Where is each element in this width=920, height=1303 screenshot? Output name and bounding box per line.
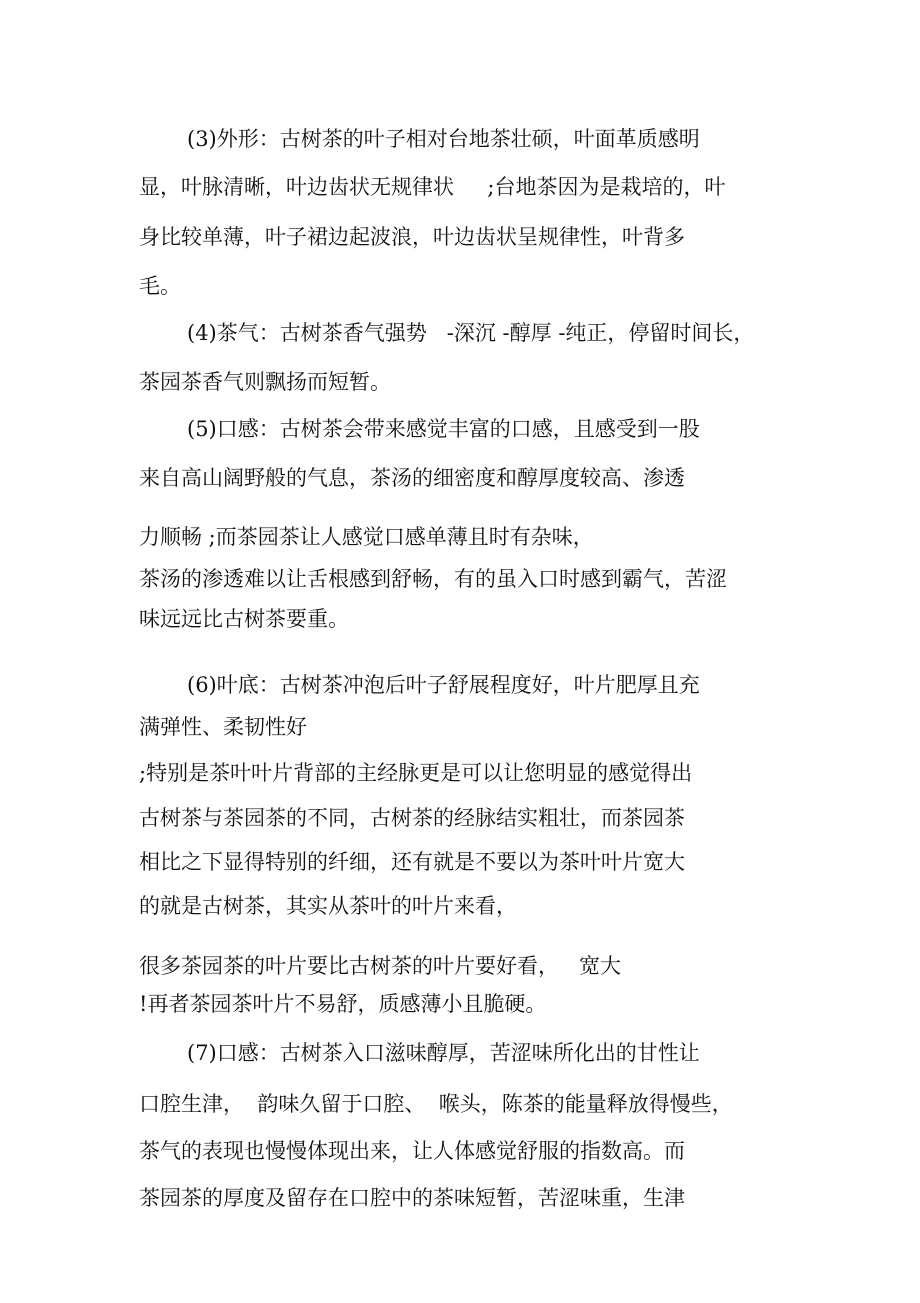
paragraph-6-line-6: 的就是古树茶，其实从茶叶的叶片来看，	[139, 894, 517, 918]
paragraph-7-line-2: 口腔生津， 韵味久留于口腔、 喉头，陈茶的能量释放得慢些，	[139, 1092, 733, 1116]
paragraph-3-line-2: 显，叶脉清晰，叶边齿状无规律状 ;台地茶因为是栽培的，叶	[139, 175, 726, 199]
paragraph-6-line-5: 相比之下显得特别的纤细，还有就是不要以为茶叶叶片宽大	[139, 850, 685, 874]
paragraph-3-line-3: 身比较单薄，叶子裙边起波浪，叶边齿状呈规律性，叶背多	[139, 225, 685, 249]
paragraph-7-line-4: 茶园茶的厚度及留存在口腔中的茶味短暂，苦涩味重，生津	[139, 1186, 685, 1210]
paragraph-6-line-3: ;特别是茶叶叶片背部的主经脉更是可以让您明显的感觉得出	[139, 761, 693, 785]
paragraph-6-line-4: 古树茶与茶园茶的不同，古树茶的经脉结实粗壮，而茶园茶	[139, 806, 685, 830]
paragraph-6-line-7: 很多茶园茶的叶片要比古树茶的叶片要好看， 宽大	[139, 954, 622, 978]
paragraph-5-line-3: 力顺畅 ;而茶园茶让人感觉口感单薄且时有杂味，	[139, 525, 594, 549]
paragraph-7-line-1: (7)口感：古树茶入口滋味醇厚，苦涩味所化出的甘性让	[187, 1041, 700, 1065]
paragraph-5-line-2: 来自高山阔野般的气息，茶汤的细密度和醇厚度较高、渗透	[139, 466, 685, 490]
paragraph-4-line-2: 茶园茶香气则飘扬而短暂。	[139, 370, 391, 394]
paragraph-5-line-4: 茶汤的渗透难以让舌根感到舒畅，有的虽入口时感到霸气，苦涩	[139, 567, 727, 591]
paragraph-3-line-1: (3)外形：古树茶的叶子相对台地茶壮硕，叶面革质感明	[187, 127, 700, 151]
paragraph-3-line-4: 毛。	[139, 274, 181, 298]
paragraph-6-line-8: !再者茶园茶叶片不易舒，质感薄小且脆硬。	[139, 992, 547, 1016]
paragraph-6-line-1: (6)叶底：古树茶冲泡后叶子舒展程度好，叶片肥厚且充	[187, 673, 700, 697]
paragraph-6-line-2: 满弹性、柔韧性好	[139, 715, 307, 739]
paragraph-4-line-1: (4)茶气：古树茶香气强势 -深沉 -醇厚 -纯正，停留时间长，	[187, 321, 755, 345]
paragraph-7-line-3: 茶气的表现也慢慢体现出来，让人体感觉舒服的指数高。而	[139, 1139, 685, 1163]
paragraph-5-line-5: 味远远比古树茶要重。	[139, 607, 349, 631]
paragraph-5-line-1: (5)口感：古树茶会带来感觉丰富的口感，且感受到一股	[187, 417, 700, 441]
